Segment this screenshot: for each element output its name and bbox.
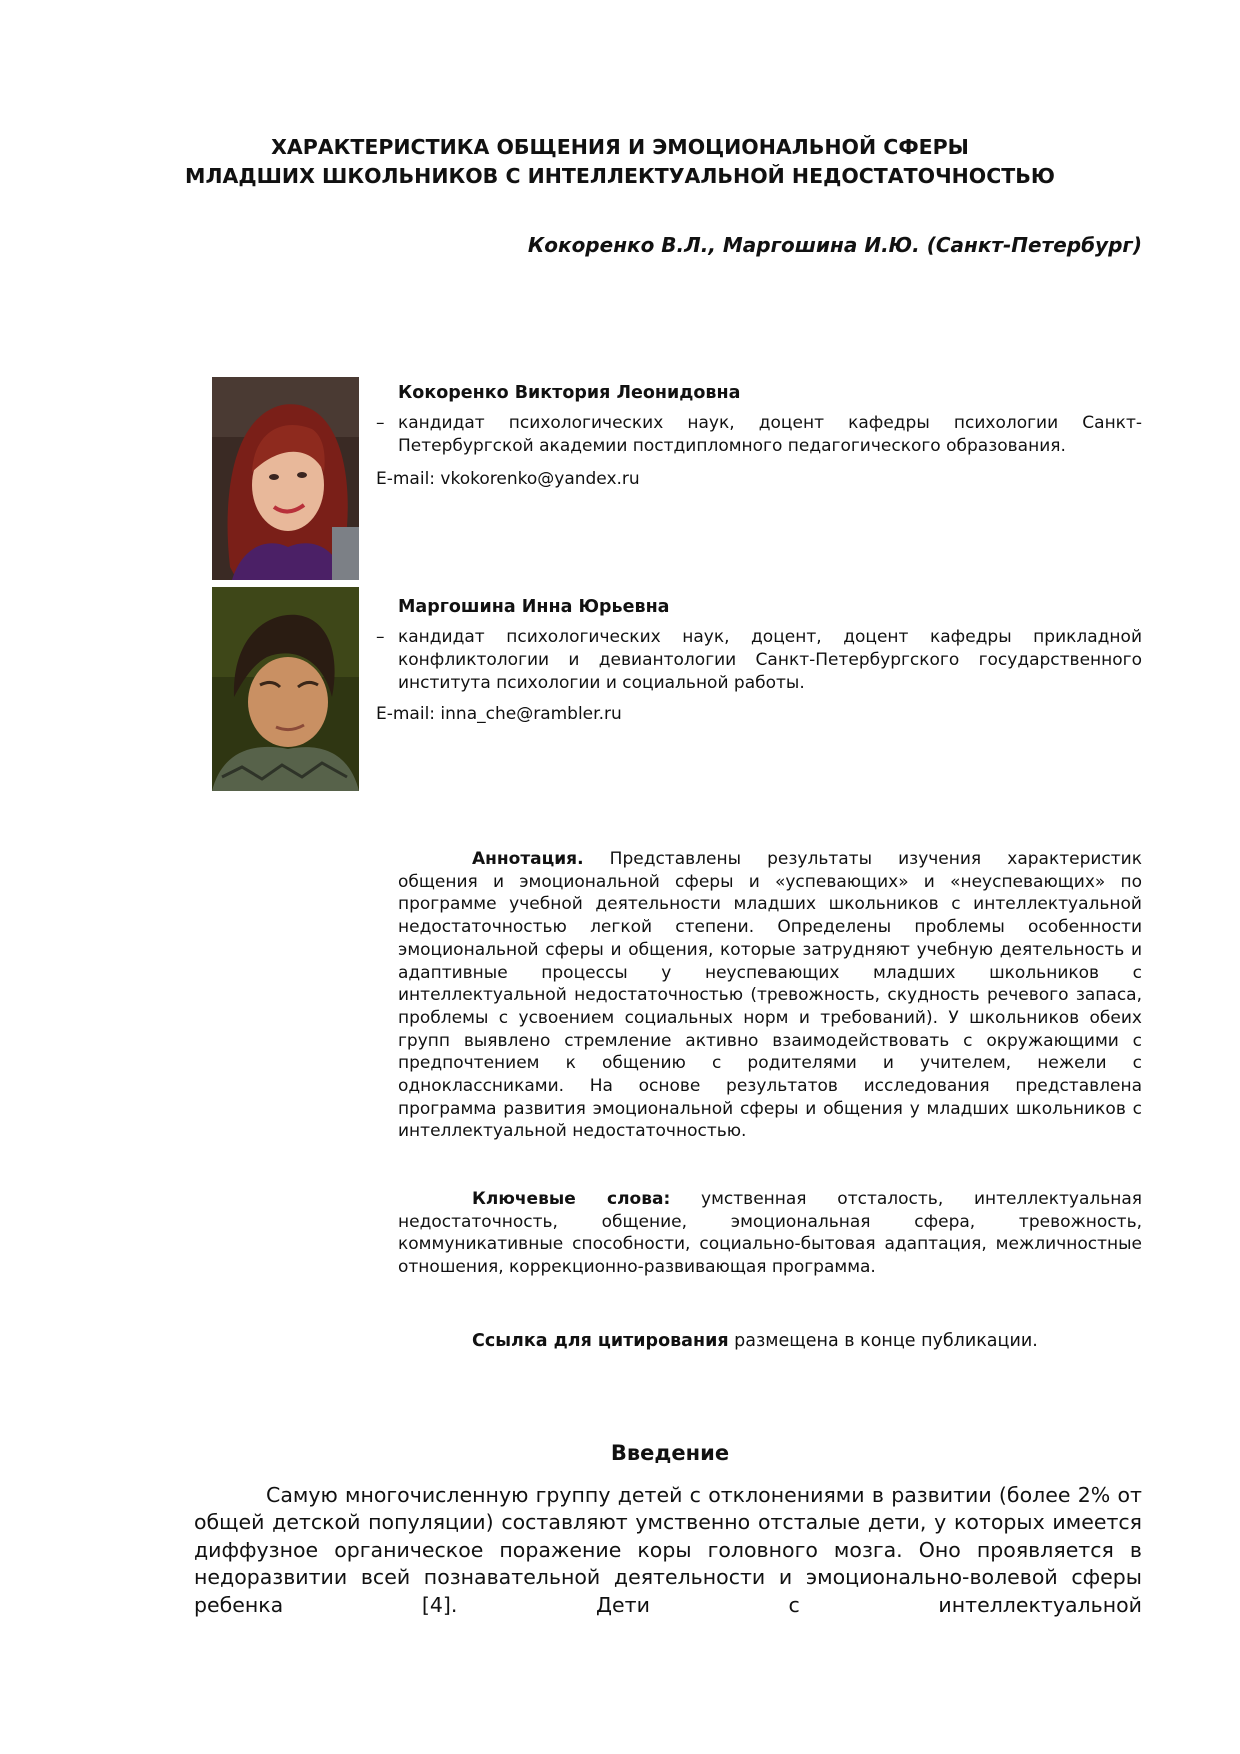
citation-label: Ссылка для цитирования xyxy=(472,1331,729,1351)
abstract xyxy=(398,848,1142,1143)
citation-note xyxy=(472,1331,1038,1351)
author-description-1 xyxy=(376,412,1142,458)
author-description-2 xyxy=(376,626,1142,695)
author-email-1: E-mail: vkokorenko@yandex.ru xyxy=(376,469,640,489)
author-name-2: Маргошина Инна Юрьевна xyxy=(398,597,670,617)
author-dash-2: – xyxy=(376,627,385,647)
keywords-text: умственная отсталость, интеллектуальная недостаточность, общение, эмоциональная сфера, тревожность, коммуникативные способности, социально-бытовая адаптация, межличностные отношения, коррекционно-развивающая программа. xyxy=(398,1189,1143,1278)
authors-line: Кокоренко В.Л., Маргошина И.Ю. (Санкт-Петербург) xyxy=(527,233,1142,257)
section-heading: Введение xyxy=(610,1441,730,1465)
citation-text: размещена в конце публикации. xyxy=(734,1331,1038,1351)
author-description-text-2: кандидат психологических наук, доцент, доцент кафедры прикладной конфликтологии и девиантологии Санкт-Петербургского государственного института психологии и социальной работы. xyxy=(398,627,1142,693)
author-description-text-1: кандидат психологических наук, доцент кафедры психологии Санкт-Петербургской академии постдипломного педагогического образования. xyxy=(398,413,1142,456)
introduction-body xyxy=(194,1482,1142,1619)
keywords xyxy=(398,1188,1142,1279)
title-line-2: МЛАДШИХ ШКОЛЬНИКОВ С ИНТЕЛЛЕКТУАЛЬНОЙ НЕДОСТАТОЧНОСТЬЮ xyxy=(185,164,1055,188)
abstract-label: Аннотация. xyxy=(472,849,584,869)
title-line-1: ХАРАКТЕРИСТИКА ОБЩЕНИЯ И ЭМОЦИОНАЛЬНОЙ СФЕРЫ xyxy=(271,135,969,159)
paper-title xyxy=(120,133,1120,191)
keywords-label: Ключевые слова: xyxy=(472,1189,671,1209)
author-email-2: E-mail: inna_che@rambler.ru xyxy=(376,704,622,724)
author-dash-1: – xyxy=(376,413,385,433)
author-photo-margoshina xyxy=(212,587,359,791)
author-name-1: Кокоренко Виктория Леонидовна xyxy=(398,383,741,403)
author-photo-kokorenko xyxy=(212,377,359,580)
introduction-paragraph: Самую многочисленную группу детей с отклонениями в развитии (более 2% от общей детской популяции) составляют умственно отсталые дети, у которых имеется диффузное органическое поражение коры головного мозга. Оно проявляется в недоразвитии всей познавательной деятельности и эмоционально-волевой сферы ребенка [4]. Дети с интеллектуальной xyxy=(194,1483,1142,1617)
abstract-text: Представлены результаты изучения характеристик общения и эмоциональной сферы и «успевающих» и «неуспевающих» по программе учебной деятельности младших школьников с интеллектуальной недостаточностью легкой степени. Определены проблемы особенности эмоциональной сферы и общения, которые затрудняют учебную деятельность и адаптивные процессы у неуспевающих младших школьников с интеллектуальной недостаточностью (тревожность, скудность речевого запаса, проблемы с усвоением социальных норм и требований). У школьников обеих групп выявлено стремление активно взаимодействовать с окружающими с предпочтением к общению с родителями и учителем, нежели с одноклассниками. На основе результатов исследования представлена программа развития эмоциональной сферы и общения у младших школьников с интеллектуальной недостаточностью. xyxy=(398,849,1142,1142)
